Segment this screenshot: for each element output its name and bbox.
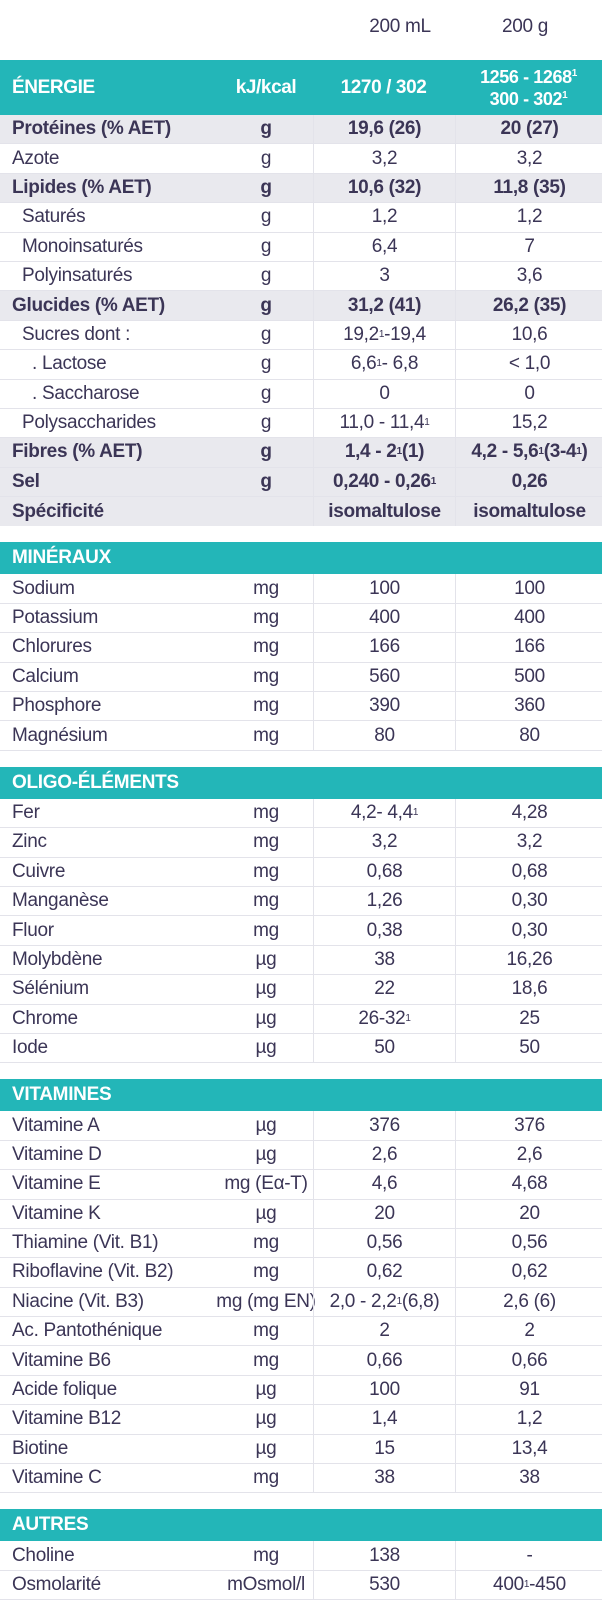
row-value-200ml: 4,6 bbox=[313, 1170, 455, 1198]
row-name: Potassium bbox=[12, 607, 99, 629]
row-value-200ml: 26-32 1 bbox=[313, 1005, 455, 1033]
row-unit: mg bbox=[253, 1261, 279, 1283]
row-name: Choline bbox=[12, 1544, 75, 1566]
section-header: VITAMINES bbox=[0, 1079, 602, 1111]
row-unit: mg bbox=[253, 1320, 279, 1342]
row-unit: mg bbox=[253, 802, 279, 823]
row-unit: g bbox=[260, 323, 272, 345]
row-name: . Lactose bbox=[32, 353, 107, 375]
row-value-200g: 16,26 bbox=[455, 946, 602, 974]
row-name: Osmolarité bbox=[12, 1573, 101, 1595]
row-unit: mg bbox=[253, 890, 279, 912]
section-gap bbox=[0, 1493, 602, 1509]
table-row bbox=[0, 916, 602, 945]
row-value-200ml: 2,0 - 2,2 1 (6,8) bbox=[313, 1288, 455, 1316]
row-unit: g bbox=[260, 412, 272, 434]
table-row bbox=[0, 1317, 602, 1346]
energy-value-200ml: 1270 / 302 bbox=[340, 76, 427, 98]
row-value-200ml: 390 bbox=[313, 692, 455, 720]
row-unit: µg bbox=[255, 1437, 277, 1459]
row-name: Vitamine B12 bbox=[12, 1408, 122, 1430]
row-unit: µg bbox=[255, 978, 277, 1000]
table-sections bbox=[0, 115, 602, 1600]
section-header: AUTRES bbox=[0, 1509, 602, 1541]
row-name: Vitamine K bbox=[12, 1202, 101, 1224]
row-unit: mg (mg EN) bbox=[216, 1290, 316, 1312]
row-unit: g bbox=[260, 382, 272, 404]
row-value-200ml: 1,4 bbox=[313, 1405, 455, 1433]
row-name: Fer bbox=[12, 802, 40, 823]
row-name: Sélénium bbox=[12, 978, 89, 1000]
row-value-200g: 20 bbox=[455, 1200, 602, 1228]
row-name: Azote bbox=[12, 147, 60, 169]
row-name: Spécificité bbox=[12, 500, 104, 522]
table-row bbox=[0, 291, 602, 320]
row-name: Manganèse bbox=[12, 890, 109, 912]
row-value-200g: 25 bbox=[455, 1005, 602, 1033]
row-value-200ml: 38 bbox=[313, 1464, 455, 1492]
table-row bbox=[0, 497, 602, 526]
table-row bbox=[0, 233, 602, 262]
row-unit: g bbox=[260, 470, 272, 492]
row-name: Sodium bbox=[12, 577, 75, 599]
row-value-200ml: 80 bbox=[313, 721, 455, 749]
table-row bbox=[0, 1405, 602, 1434]
row-value-200ml: 0,62 bbox=[313, 1258, 455, 1286]
section-header: MINÉRAUX bbox=[0, 542, 602, 574]
row-name: Riboflavine (Vit. B2) bbox=[12, 1261, 174, 1283]
row-value-200g: 500 bbox=[455, 663, 602, 691]
row-name: Calcium bbox=[12, 665, 79, 687]
row-name: Vitamine B6 bbox=[12, 1349, 111, 1371]
row-unit: µg bbox=[255, 1143, 277, 1165]
row-name: Vitamine D bbox=[12, 1143, 102, 1165]
energy-value-200g bbox=[455, 60, 602, 115]
row-value-200g: 2,6 bbox=[455, 1141, 602, 1169]
row-name: Saturés bbox=[22, 206, 86, 228]
table-row bbox=[0, 115, 602, 144]
row-value-200ml: 2,6 bbox=[313, 1141, 455, 1169]
row-name: Protéines (% AET) bbox=[12, 118, 171, 140]
row-unit bbox=[215, 497, 317, 526]
row-value-200g: 2,6 (6) bbox=[455, 1288, 602, 1316]
row-value-200g: 3,6 bbox=[455, 262, 602, 290]
row-unit: µg bbox=[255, 1114, 277, 1136]
row-value-200ml: 6,6 1 - 6,8 bbox=[313, 350, 455, 378]
table-row bbox=[0, 1141, 602, 1170]
row-name: Sel bbox=[12, 470, 40, 492]
table-row bbox=[0, 1229, 602, 1258]
energy-value-200g-kcal: $300 - 302^1$ bbox=[489, 88, 568, 109]
row-value-200g: 376 bbox=[455, 1111, 602, 1139]
row-value-200g: 0,30 bbox=[455, 887, 602, 915]
row-name: Phosphore bbox=[12, 695, 102, 717]
column-header-200ml: 200 mL bbox=[369, 16, 431, 37]
row-value-200g: 50 bbox=[455, 1034, 602, 1062]
table-row bbox=[0, 663, 602, 692]
row-value-200ml: 31,2 (41) bbox=[313, 291, 455, 319]
row-value-200ml: 11,0 - 11,4 1 bbox=[313, 409, 455, 437]
row-value-200g: 0,62 bbox=[455, 1258, 602, 1286]
row-unit: mg bbox=[253, 577, 279, 599]
table-row bbox=[0, 633, 602, 662]
table-row bbox=[0, 975, 602, 1004]
row-value-200ml: 3,2 bbox=[313, 828, 455, 856]
row-unit: g bbox=[260, 206, 272, 228]
row-value-200g: 18,6 bbox=[455, 975, 602, 1003]
row-unit: µg bbox=[255, 1202, 277, 1224]
table-row bbox=[0, 1571, 602, 1600]
energy-unit: kJ/kcal bbox=[235, 76, 297, 98]
table-row bbox=[0, 1200, 602, 1229]
table-row bbox=[0, 828, 602, 857]
row-value-200g: 400 1 -450 bbox=[455, 1571, 602, 1599]
row-value-200ml: 0,66 bbox=[313, 1346, 455, 1374]
table-row bbox=[0, 1034, 602, 1063]
row-unit: mOsmol/l bbox=[227, 1573, 305, 1595]
table-row bbox=[0, 438, 602, 467]
table-row bbox=[0, 1111, 602, 1140]
row-unit: g bbox=[260, 353, 272, 375]
row-value-200g: 3,2 bbox=[455, 828, 602, 856]
row-unit: µg bbox=[255, 948, 277, 970]
row-name: Chrome bbox=[12, 1007, 78, 1029]
row-unit: g bbox=[260, 176, 272, 198]
row-value-200g: 11,8 (35) bbox=[455, 174, 602, 202]
row-name: Polyinsaturés bbox=[22, 265, 133, 287]
row-value-200g: 10,6 bbox=[455, 321, 602, 349]
table-row bbox=[0, 380, 602, 409]
section-gap bbox=[0, 751, 602, 767]
row-value-200g: 0,30 bbox=[455, 916, 602, 944]
row-value-200ml: 1,2 bbox=[313, 203, 455, 231]
row-value-200ml: isomaltulose bbox=[313, 497, 455, 526]
table-row bbox=[0, 1258, 602, 1287]
row-value-200ml: 3 bbox=[313, 262, 455, 290]
row-name: Polysaccharides bbox=[22, 412, 156, 434]
row-value-200g: 1,2 bbox=[455, 203, 602, 231]
table-row bbox=[0, 574, 602, 603]
row-value-200ml: 19,6 (26) bbox=[313, 115, 455, 143]
row-value-200g: 0 bbox=[455, 380, 602, 408]
row-unit: mg bbox=[253, 695, 279, 717]
table-row bbox=[0, 721, 602, 750]
table-row bbox=[0, 1464, 602, 1493]
section-gap bbox=[0, 526, 602, 542]
row-name: Cuivre bbox=[12, 860, 66, 882]
footnote-marker: 1 bbox=[562, 89, 568, 101]
row-value-200ml: 3,2 bbox=[313, 144, 455, 172]
row-value-200ml: 4,2- 4,4 1 bbox=[313, 799, 455, 827]
energy-label: ÉNERGIE bbox=[12, 76, 95, 98]
row-value-200ml: 0,38 bbox=[313, 916, 455, 944]
table-row bbox=[0, 144, 602, 173]
row-unit: mg bbox=[253, 1467, 279, 1489]
table-row bbox=[0, 350, 602, 379]
row-value-200g: 0,56 bbox=[455, 1229, 602, 1257]
row-name: Acide folique bbox=[12, 1379, 117, 1401]
row-unit: mg bbox=[253, 724, 279, 746]
row-unit: mg bbox=[253, 636, 279, 658]
table-row bbox=[0, 1346, 602, 1375]
row-value-200g: 100 bbox=[455, 574, 602, 602]
table-row bbox=[0, 174, 602, 203]
row-value-200ml: 166 bbox=[313, 633, 455, 661]
row-value-200ml: 138 bbox=[313, 1541, 455, 1569]
row-unit: g bbox=[260, 147, 272, 169]
row-name: Chlorures bbox=[12, 636, 92, 658]
row-unit: µg bbox=[255, 1408, 277, 1430]
row-name: Sucres dont : bbox=[22, 323, 131, 345]
table-row bbox=[0, 1005, 602, 1034]
row-name: Vitamine E bbox=[12, 1173, 101, 1195]
row-name: Glucides (% AET) bbox=[12, 294, 165, 316]
row-unit: mg bbox=[253, 1232, 279, 1254]
row-value-200ml: 22 bbox=[313, 975, 455, 1003]
column-headers bbox=[0, 0, 602, 60]
row-value-200g: 3,2 bbox=[455, 144, 602, 172]
row-value-200ml: 400 bbox=[313, 604, 455, 632]
row-unit: g bbox=[260, 265, 272, 287]
row-name: Monoinsaturés bbox=[22, 235, 143, 257]
row-name: . Saccharose bbox=[32, 382, 140, 404]
row-value-200ml: 38 bbox=[313, 946, 455, 974]
table-row bbox=[0, 799, 602, 828]
row-value-200ml: 1,4 - 2 1 (1) bbox=[313, 438, 455, 466]
row-value-200ml: 560 bbox=[313, 663, 455, 691]
row-value-200g: 400 bbox=[455, 604, 602, 632]
row-unit: mg (Eα-T) bbox=[224, 1173, 308, 1195]
table-row bbox=[0, 946, 602, 975]
row-unit: mg bbox=[253, 919, 279, 941]
row-value-200g: 4,68 bbox=[455, 1170, 602, 1198]
row-name: Magnésium bbox=[12, 724, 108, 746]
row-value-200g: 1,2 bbox=[455, 1405, 602, 1433]
row-value-200g: 26,2 (35) bbox=[455, 291, 602, 319]
table-row bbox=[0, 692, 602, 721]
row-unit: µg bbox=[255, 1007, 277, 1029]
row-value-200g: 4,28 bbox=[455, 799, 602, 827]
row-unit: µg bbox=[255, 1037, 277, 1059]
row-value-200ml: 0,68 bbox=[313, 858, 455, 886]
row-value-200ml: 50 bbox=[313, 1034, 455, 1062]
row-name: Fibres (% AET) bbox=[12, 441, 143, 463]
row-value-200g: 38 bbox=[455, 1464, 602, 1492]
section-header: OLIGO-ÉLÉMENTS bbox=[0, 767, 602, 799]
section-gap bbox=[0, 1063, 602, 1079]
row-value-200g: 7 bbox=[455, 233, 602, 261]
table-row bbox=[0, 887, 602, 916]
table-row bbox=[0, 1170, 602, 1199]
row-name: Molybdène bbox=[12, 948, 103, 970]
table-row bbox=[0, 1541, 602, 1570]
row-value-200g: < 1,0 bbox=[455, 350, 602, 378]
row-value-200g: 0,26 bbox=[455, 468, 602, 496]
table-row bbox=[0, 1376, 602, 1405]
column-header-200g: 200 g bbox=[501, 16, 549, 37]
row-value-200g: 80 bbox=[455, 721, 602, 749]
row-unit: mg bbox=[253, 607, 279, 629]
row-unit: mg bbox=[253, 860, 279, 882]
row-value-200g: 360 bbox=[455, 692, 602, 720]
row-name: Thiamine (Vit. B1) bbox=[12, 1232, 159, 1254]
row-value-200g: 91 bbox=[455, 1376, 602, 1404]
row-unit: g bbox=[260, 441, 272, 463]
row-name: Vitamine C bbox=[12, 1467, 102, 1489]
energy-row bbox=[0, 60, 602, 115]
row-value-200g: 0,66 bbox=[455, 1346, 602, 1374]
row-value-200ml: 100 bbox=[313, 1376, 455, 1404]
row-value-200ml: 0,240 - 0,26 1 bbox=[313, 468, 455, 496]
row-value-200ml: 530 bbox=[313, 1571, 455, 1599]
row-value-200g: 13,4 bbox=[455, 1435, 602, 1463]
table-row bbox=[0, 409, 602, 438]
row-value-200g: 2 bbox=[455, 1317, 602, 1345]
row-unit: µg bbox=[255, 1379, 277, 1401]
row-value-200ml: 15 bbox=[313, 1435, 455, 1463]
row-value-200ml: 6,4 bbox=[313, 233, 455, 261]
table-row bbox=[0, 262, 602, 291]
row-value-200ml: 0 bbox=[313, 380, 455, 408]
row-name: Ac. Pantothénique bbox=[12, 1320, 163, 1342]
row-value-200g: 15,2 bbox=[455, 409, 602, 437]
row-value-200g: isomaltulose bbox=[455, 497, 602, 526]
row-name: Lipides (% AET) bbox=[12, 176, 152, 198]
row-value-200ml: 20 bbox=[313, 1200, 455, 1228]
row-name: Biotine bbox=[12, 1437, 68, 1459]
row-name: Fluor bbox=[12, 919, 54, 941]
row-value-200ml: 2 bbox=[313, 1317, 455, 1345]
row-value-200ml: 1,26 bbox=[313, 887, 455, 915]
row-value-200ml: 19,2 1 -19,4 bbox=[313, 321, 455, 349]
table-row bbox=[0, 1288, 602, 1317]
row-name: Zinc bbox=[12, 831, 47, 853]
footnote-marker: 1 bbox=[571, 67, 577, 79]
table-row bbox=[0, 858, 602, 887]
row-value-200ml: 376 bbox=[313, 1111, 455, 1139]
row-unit: g bbox=[260, 118, 272, 140]
row-value-200g: 4,2 - 5,6 1 (3-4 1 ) bbox=[455, 438, 602, 466]
row-name: Vitamine A bbox=[12, 1114, 100, 1136]
row-value-200g: 20 (27) bbox=[455, 115, 602, 143]
row-value-200g: 0,68 bbox=[455, 858, 602, 886]
row-unit: mg bbox=[253, 831, 279, 853]
row-value-200ml: 10,6 (32) bbox=[313, 174, 455, 202]
row-value-200g: - bbox=[455, 1541, 602, 1569]
energy-value-200g-kj: 1256 - 1268$^1$ bbox=[480, 66, 577, 87]
row-unit: mg bbox=[253, 1349, 279, 1371]
table-row bbox=[0, 203, 602, 232]
row-name: Niacine (Vit. B3) bbox=[12, 1290, 144, 1312]
row-value-200ml: 100 bbox=[313, 574, 455, 602]
row-value-200ml: 0,56 bbox=[313, 1229, 455, 1257]
table-row bbox=[0, 468, 602, 497]
row-unit: g bbox=[260, 235, 272, 257]
row-unit: mg bbox=[253, 665, 279, 687]
row-unit: g bbox=[260, 294, 272, 316]
row-name: Iode bbox=[12, 1037, 48, 1059]
row-unit: mg bbox=[253, 1544, 279, 1566]
row-value-200g: 166 bbox=[455, 633, 602, 661]
table-row bbox=[0, 321, 602, 350]
table-row bbox=[0, 604, 602, 633]
table-row bbox=[0, 1435, 602, 1464]
